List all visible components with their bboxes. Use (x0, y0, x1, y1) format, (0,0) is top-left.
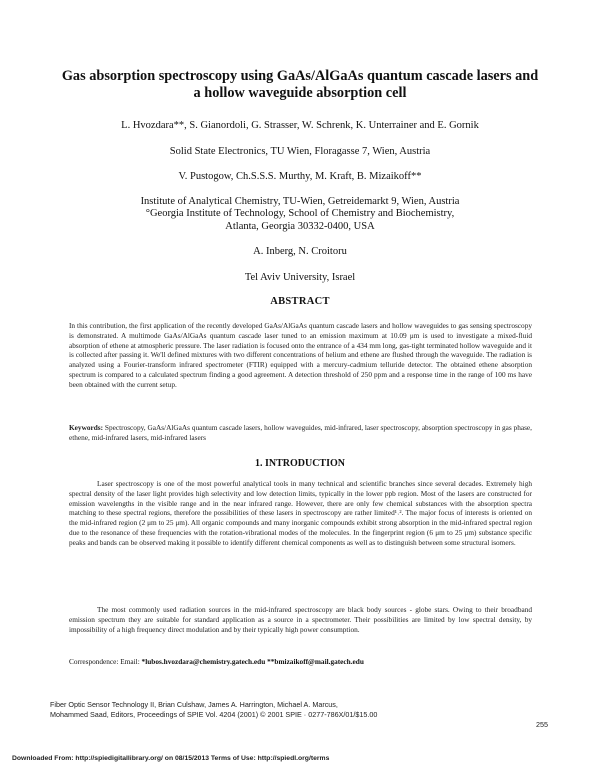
keywords (69, 423, 532, 443)
correspondence (69, 657, 532, 667)
affiliation-2c: Atlanta, Georgia 30332-0400, USA (225, 220, 375, 232)
affiliation-block-2 (100, 196, 500, 233)
authors-group-1: L. Hvozdara**, S. Gianordoli, G. Strasser, W. Schrenk, K. Unterrainer and E. Gornik (121, 120, 479, 131)
publication-footer (50, 700, 377, 719)
authors-group-3: A. Inberg, N. Croitoru (253, 246, 347, 257)
intro-paragraph-1: Laser spectroscopy is one of the most powerful analytical tools in many technical and scientific branches since several decades. Extremely high spectral density of the laser light provides high selectivity and low detection limits, typically in the lower ppb region. Most of the lasers are constructed for emission wavelengths in the visible range and in the near infrared range. However, there are only few chemical substances with the absorption spectra matching to these spectral regions, therefore the possibilities of these lasers in spectroscopy are rather limited¹˒². The major focus of interests is oriented on the mid-infrared region (2 μm to 25 μm). All organic compounds and many inorganic compounds exhibit strong absorption in the mid-infrared spectral region due to the resonance of these frequencies with the rotation-vibrational modes of the molecules. In the fingerprint region (6 μm to 25 μm) substance specific peaks and bands can be observed making it possible to identify different chemical components as well as to distinguish between some structural isomers. (69, 479, 532, 547)
section-heading-introduction: 1. INTRODUCTION (254, 458, 345, 469)
intro-paragraph-2: The most commonly used radiation sources in the mid-infrared spectroscopy are black body sources - globe stars. Owing to their broadband emission spectrum they are suitable for standard application as a source in a spectrometer. Their possibilities are limited by low spectral density, by impossibility of a high frequency direct modulation and by their typically high power consumption. (69, 605, 532, 634)
authors-group-2: V. Pustogow, Ch.S.S.S. Murthy, M. Kraft, B. Mizaikoff** (178, 171, 422, 182)
footer-line-1: Fiber Optic Sensor Technology II, Brian Culshaw, James A. Harrington, Michael A. Marcus, (50, 700, 338, 709)
abstract-heading: ABSTRACT (270, 296, 330, 307)
affiliation-1: Solid State Electronics, TU Wien, Floragasse 7, Wien, Austria (169, 146, 431, 157)
keywords-label: Keywords: (69, 423, 104, 432)
download-notice: Downloaded From: http://spiedigitallibrary.org/ on 08/15/2013 Terms of Use: http://spiedl.org/terms (12, 755, 330, 762)
keywords-text: Spectroscopy, GaAs/AlGaAs quantum cascade lasers, hollow waveguides, mid-infrared, laser spectroscopy, absorption spectroscopy in gas phase, ethene, mid-infrared lasers, mid-infrared lasers (69, 423, 532, 442)
abstract-text: In this contribution, the first application of the recently developed GaAs/AlGaAs quantum cascade lasers and hollow waveguides to gas sensing spectroscopy is demonstrated. A multimode GaAs/AlGaAs quantum cascade laser tuned to an emission maximum at 10.09 μm is used to investigate a mixed-fluid absorption of ethene at atmospheric pressure. The laser radiation is focused onto the entrance of a 434 mm long, gas-tight terminated hollow waveguide and it is collected after passing it. We'll defined mixtures with two different concentrations of helium and ethene are flushed through the waveguide. The radiation is analyzed using a Fourier-transform infrared spectrometer (FTIR) equipped with a mercury-cadmium telluride detector. The obtained ethene absorption spectrum is compared to a calculated spectrum finding a good agreement. A detection threshold of 250 ppm and a response time in the range of 100 ms have been obtained with the current setup. (69, 321, 532, 389)
paper-title: Gas absorption spectroscopy using GaAs/AlGaAs quantum cascade lasers and a hollow waveguide absorption cell (61, 68, 539, 101)
page-number: 255 (536, 720, 548, 729)
affiliation-2b: °Georgia Institute of Technology, School of Chemistry and Biochemistry, (145, 208, 455, 220)
affiliation-3: Tel Aviv University, Israel (244, 272, 356, 283)
affiliation-2a: Institute of Analytical Chemistry, TU-Wien, Getreidemarkt 9, Wien, Austria (140, 196, 460, 207)
correspondence-emails: *lubos.hvozdara@chemistry.gatech.edu **bmizaikoff@mail.gatech.edu (141, 657, 364, 666)
footer-line-2: Mohammed Saad, Editors, Proceedings of SPIE Vol. 4204 (2001) © 2001 SPIE · 0277-786X/01/$15.00 (50, 709, 378, 719)
correspondence-label: Correspondence: Email: (69, 657, 140, 666)
